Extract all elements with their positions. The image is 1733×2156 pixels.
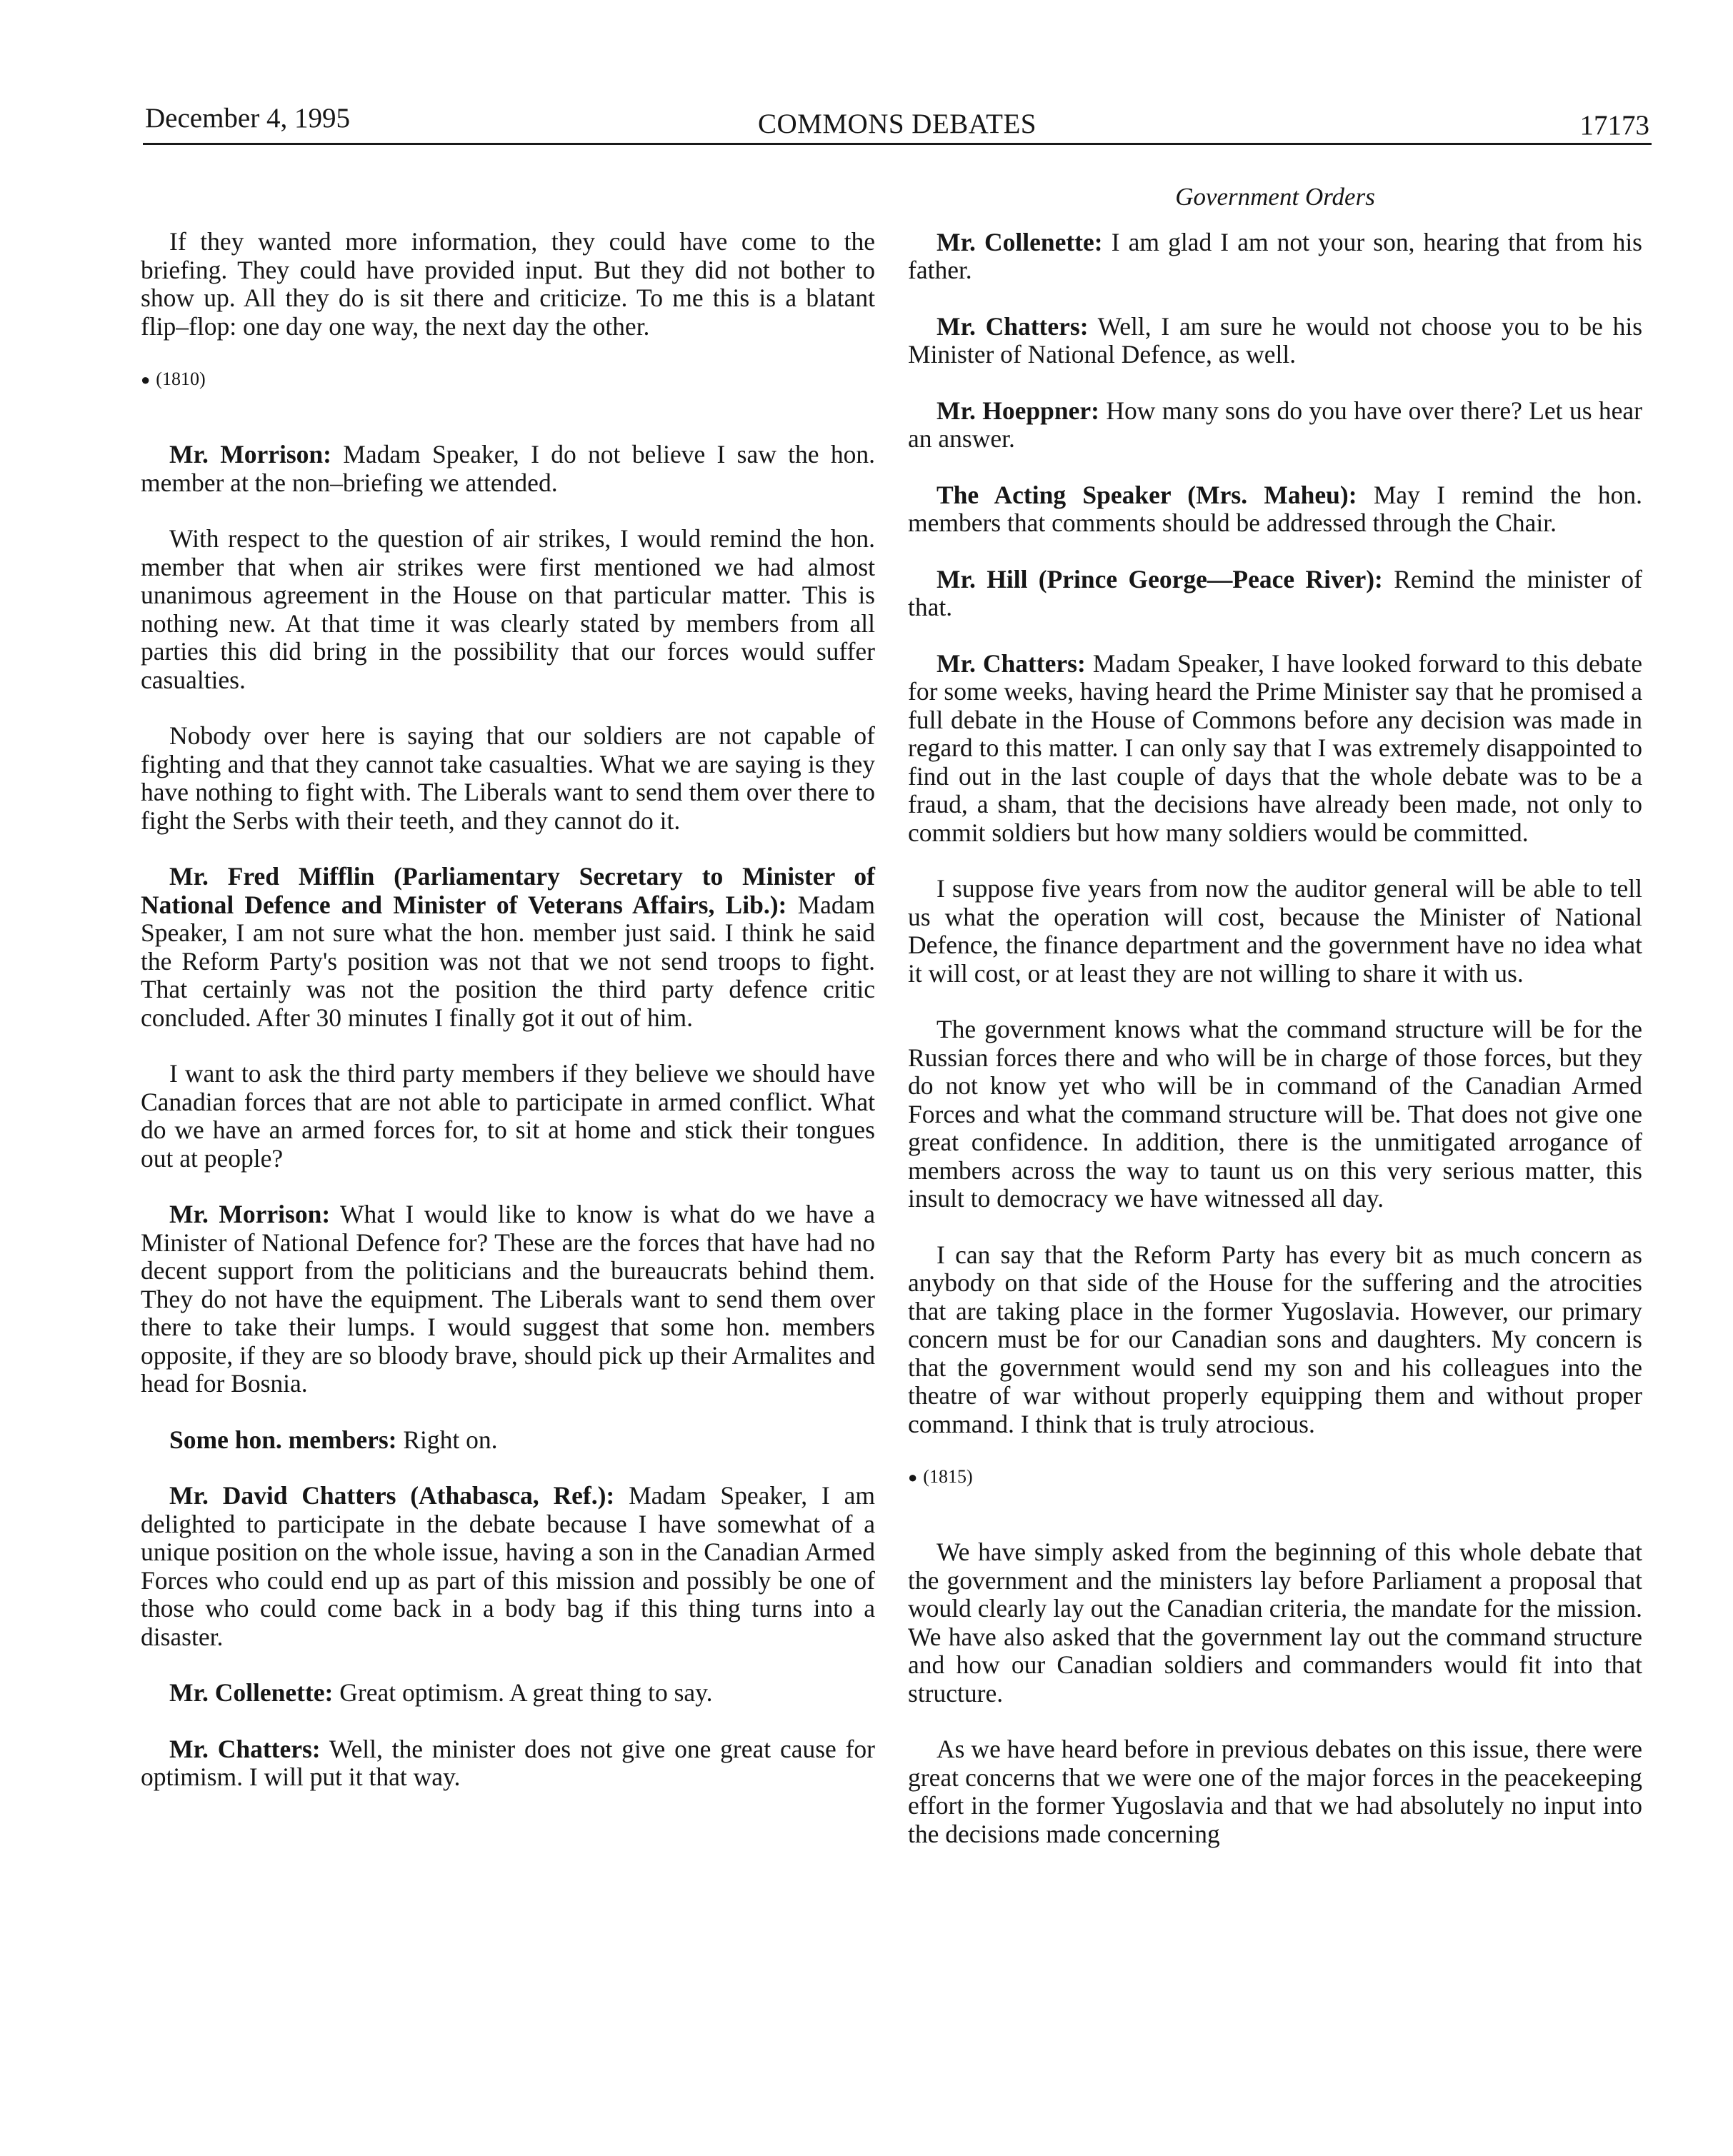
paragraph-text: Madam Speaker, I do not believe I saw the hon. member at the non–briefing we attended. [141, 440, 875, 497]
header-page-number: 17173 [1579, 110, 1649, 141]
debate-paragraph [908, 1538, 1642, 1708]
time-marker-label: (1810) [156, 368, 206, 389]
paragraph-text: I want to ask the third party members if they believe we should have Canadian forces that are not able to participate in armed conflict. What do we have an armed forces for, to sit at home and stick their tongues out at people? [141, 1059, 875, 1173]
debate-paragraph [141, 441, 875, 497]
paragraph-text: How many sons do you have over there? Let us hear an answer. [908, 396, 1643, 453]
debate-paragraph [141, 1200, 875, 1398]
bullet-icon: ● [141, 371, 151, 388]
speaker-name: Mr. Hoeppner: [937, 396, 1099, 425]
paragraph-text: I am glad I am not your son, hearing that from his father. [908, 227, 1643, 284]
right-column [908, 183, 1642, 1876]
debate-paragraph [908, 566, 1642, 622]
speaker-name: Mr. Chatters: [937, 311, 1089, 341]
paragraph-text: Madam Speaker, I have looked forward to this debate for some weeks, having heard the Prime Minister say that he promised a full debate in the House of Commons before any decision was made in regard to this matter. I can only say that I was extremely disappointed to find out in the last couple of days that the whole debate was to be a fraud, a sham, that the decisions have already been made, not only to commit soldiers but how many soldiers would be committed. [908, 648, 1642, 847]
debate-paragraph [908, 650, 1642, 848]
bullet-icon: ● [908, 1468, 918, 1486]
speaker-name: Mr. Collenette: [937, 227, 1103, 256]
paragraph-text: The government knows what the command structure will be for the Russian forces there and who will be in charge of those forces, but they do not know yet who will be in command of the Canadian Armed Forces and what the command structure will be. That does not give one great confidence. In addition, there is the unmitigated arrogance of members across the way to taunt us on this very serious matter, this insult to democracy we have witnessed all day. [908, 1015, 1642, 1213]
header-rule [143, 143, 1652, 145]
debate-paragraph [141, 1735, 875, 1792]
speaker-name: Some hon. members: [169, 1425, 397, 1454]
debate-paragraph [908, 1735, 1642, 1848]
paragraph-text: Madam Speaker, I am not sure what the hon. member just said. I think he said the Reform Party's position was not that we not send troops to fight. That certainly was not the position the third party defence critic concluded. After 30 minutes I finally got it out of him. [141, 890, 876, 1032]
paragraph-text: I can say that the Reform Party has every bit as much concern as anybody on that side of the House for the suffering and the atrocities that are taking place in the former Yugoslavia. However, our primary concern must be for our Canadian sons and daughters. My concern is that the government would send my son and his colleagues into the theatre of war without properly equipping them and without proper command. I think that is truly atrocious. [908, 1240, 1642, 1438]
paragraph-text: Well, the minister does not give one great cause for optimism. I will put it that way. [141, 1734, 875, 1791]
paragraph-text: Remind the minister of that. [908, 564, 1642, 621]
header-date: December 4, 1995 [145, 103, 350, 134]
debate-paragraph [908, 1016, 1642, 1213]
paragraph-text: Well, I am sure he would not choose you to be his Minister of National Defence, as well. [908, 311, 1643, 368]
debate-paragraph [908, 481, 1642, 538]
time-marker-label: (1815) [923, 1466, 973, 1487]
time-marker [141, 368, 875, 391]
debate-paragraph [908, 875, 1642, 988]
paragraph-text: I suppose five years from now the auditor general will be able to tell us what the operation will cost, because the Minister of National Defence, the finance department and the government have no idea what it will cost, or at least they are not willing to share it with us. [908, 874, 1642, 988]
paragraph-text: Nobody over here is saying that our soldiers are not capable of fighting and that they cannot take casualties. What we are saying is they have nothing to fight with. The Liberals want to send them over there to fight the Serbs with their teeth, and they cannot do it. [141, 721, 875, 835]
debate-paragraph [141, 1426, 875, 1455]
debate-paragraph [141, 722, 875, 835]
debate-paragraph [141, 863, 875, 1032]
speaker-name: Mr. Collenette: [169, 1678, 334, 1707]
debate-paragraph [141, 1060, 875, 1173]
speaker-name: Mr. David Chatters (Athabasca, Ref.): [169, 1481, 615, 1510]
debate-paragraph [908, 1241, 1642, 1439]
speaker-name: Mr. Hill (Prince George—Peace River): [937, 564, 1383, 593]
debate-paragraph [908, 229, 1642, 285]
debate-paragraph [908, 313, 1642, 369]
speaker-name: Mr. Fred Mifflin (Parliamentary Secretary to Minister of National Defence and Minister of Veterans Affairs, Lib.): [141, 862, 875, 919]
running-head [145, 99, 1649, 144]
paragraph-text: May I remind the hon. members that comments should be addressed through the Chair. [908, 480, 1642, 537]
debate-paragraph [141, 1679, 875, 1708]
speaker-name: Mr. Morrison: [169, 440, 331, 468]
right-column-body [908, 229, 1642, 1849]
debate-paragraph [141, 1482, 875, 1651]
paragraph-text: Right on. [403, 1425, 498, 1454]
paragraph-text: We have simply asked from the beginning of this whole debate that the government and the ministers lay before Parliament a proposal that would clearly lay out the Canadian criteria, the mandate for the mission. We have also asked that the government lay out the command structure and how our Canadian soldiers and commanders would fit into that structure. [908, 1538, 1642, 1708]
speaker-name: Mr. Chatters: [937, 648, 1086, 678]
paragraph-text: As we have heard before in previous debates on this issue, there were great concerns that we were one of the major forces in the peacekeeping effort in the former Yugoslavia and that we had absolutely no input into the decisions made concerning [908, 1735, 1642, 1848]
left-column [141, 228, 875, 1820]
debate-paragraph [141, 228, 875, 341]
section-title: Government Orders [1175, 183, 1375, 211]
debate-paragraph [141, 525, 875, 694]
header-publication: COMMONS DEBATES [758, 109, 1037, 139]
paragraph-text: What I would like to know is what do we have a Minister of National Defence for? These are the forces that have had no decent support from the politicians and the bureaucrats behind them. They do not have the equipment. The Liberals want to send them over there to take their lumps. I would suggest that some hon. members opposite, if they are so bloody brave, should pick up their Armalites and head for Bosnia. [141, 1200, 875, 1398]
paragraph-text: With respect to the question of air strikes, I would remind the hon. member that when air strikes were first mentioned we had almost unanimous agreement in the House on that particular matter. This is nothing new. At that time it was clearly stated by members from all parties this did bring in the possibility that our forces would suffer casualties. [141, 524, 875, 694]
paragraph-text: Madam Speaker, I am delighted to participate in the debate because I have somewhat of a unique position on the whole issue, having a son in the Canadian Armed Forces who could end up as part of this mission and possibly be one of those who could come back in a body bag if this thing turns into a disaster. [141, 1481, 876, 1651]
speaker-name: Mr. Chatters: [169, 1734, 321, 1763]
speaker-name: The Acting Speaker (Mrs. Maheu): [937, 480, 1357, 509]
speaker-name: Mr. Morrison: [169, 1200, 331, 1228]
paragraph-text: If they wanted more information, they could have come to the briefing. They could have provided input. But they did not bother to show up. All they do is sit there and criticize. To me this is a blatant flip–flop: one day one way, the next day the other. [141, 227, 875, 341]
debate-paragraph [908, 397, 1642, 453]
time-marker [908, 1466, 1642, 1488]
paragraph-text: Great optimism. A great thing to say. [339, 1678, 713, 1707]
